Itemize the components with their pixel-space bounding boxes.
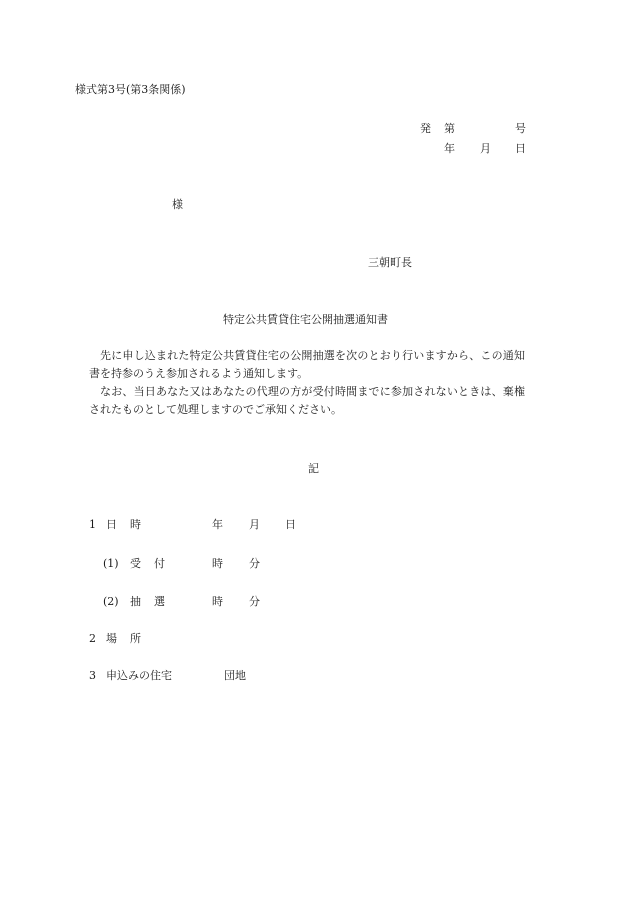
form-number-label: 様式第3号(第3条関係) — [75, 83, 186, 96]
ki-heading: 記 — [308, 462, 319, 475]
item2-label-a: 場 — [106, 632, 117, 645]
body-paragraph-1: 先に申し込まれた特定公共賃貸住宅の公開抽選を次のとおり行いますから、この通知書を持参のうえ参加されるよう通知します。 — [89, 349, 525, 380]
sub1-label-a: 受 — [130, 557, 141, 570]
item1-month: 月 — [249, 518, 260, 531]
item3-label: 申込みの住宅 — [106, 669, 172, 682]
body-text — [89, 347, 525, 419]
item2-label-b: 所 — [130, 632, 141, 645]
item3-number: 3 — [89, 669, 96, 682]
item3-danchi: 団地 — [224, 669, 246, 682]
sub2-label-a: 抽 — [130, 595, 141, 608]
item1-day: 日 — [285, 518, 296, 531]
sub1-minute: 分 — [249, 557, 260, 570]
sub1-number: (1) — [103, 557, 119, 570]
addressee-sama: 様 — [172, 198, 183, 211]
issue-dai: 第 — [444, 122, 455, 135]
sub2-label-b: 選 — [154, 595, 165, 608]
item1-label-a: 日 — [106, 518, 117, 531]
sub2-minute: 分 — [249, 595, 260, 608]
sub2-hour: 時 — [212, 595, 223, 608]
issue-hatsu: 発 — [420, 122, 431, 135]
item1-year: 年 — [212, 518, 223, 531]
sub1-label-b: 付 — [154, 557, 165, 570]
sub2-number: (2) — [103, 595, 119, 608]
item1-number: 1 — [89, 518, 96, 531]
issue-go: 号 — [515, 122, 526, 135]
issue-day: 日 — [515, 142, 526, 155]
issue-year: 年 — [444, 142, 455, 155]
document-title: 特定公共賃貸住宅公開抽選通知書 — [223, 313, 388, 326]
sub1-hour: 時 — [212, 557, 223, 570]
item2-number: 2 — [89, 632, 96, 645]
item1-label-b: 時 — [130, 518, 141, 531]
issue-month: 月 — [480, 142, 491, 155]
sender-name: 三朝町長 — [368, 256, 412, 269]
body-paragraph-2: なお、当日あなた又はあなたの代理の方が受付時間までに参加されないときは、棄権されたものとして処理しますのでご承知ください。 — [89, 385, 525, 416]
